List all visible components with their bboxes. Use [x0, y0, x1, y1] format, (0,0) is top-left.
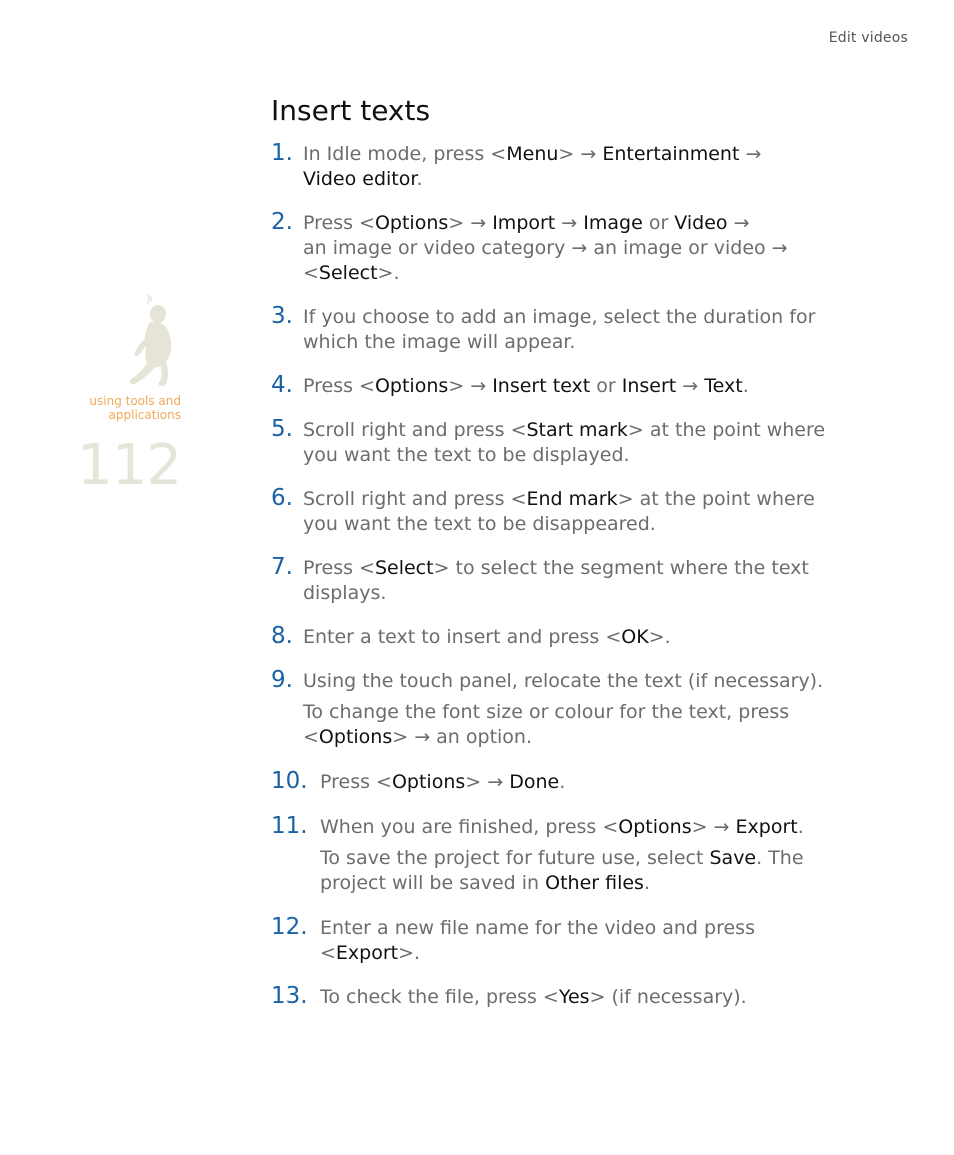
- ui-term: Options: [374, 212, 449, 234]
- step-text: > at the point where: [617, 488, 815, 510]
- step-text: →: [555, 212, 584, 234]
- ui-term: Other files: [545, 872, 644, 894]
- step-text-line: [320, 871, 865, 896]
- ui-term: Video editor: [303, 168, 417, 190]
- step-text: Using the touch panel, relocate the text (if necessary).: [303, 670, 824, 692]
- step-number: 13.: [271, 983, 308, 1009]
- step-text-line: [320, 770, 865, 795]
- step-text-line: [320, 846, 865, 871]
- step-text: .: [742, 375, 749, 397]
- step-body: [303, 625, 863, 650]
- step-text-line: [303, 305, 863, 330]
- step-text: <: [303, 262, 319, 284]
- chapter-label: [60, 394, 181, 422]
- ui-term: Select: [374, 557, 434, 579]
- step-text: > →: [465, 771, 510, 793]
- step-text-line: [320, 815, 865, 840]
- step-number: 5.: [271, 416, 293, 442]
- ui-term: Import: [492, 212, 556, 234]
- ui-term: Insert: [621, 375, 677, 397]
- step-text-line: [320, 985, 865, 1010]
- step-text: When you are finished, press <: [320, 816, 619, 838]
- step-note: [320, 846, 865, 896]
- step-text: Press <: [320, 771, 392, 793]
- step-body: [303, 669, 863, 750]
- step-text: →: [676, 375, 705, 397]
- step-text: which the image will appear.: [303, 331, 576, 353]
- step-text: .: [797, 816, 804, 838]
- step-text-line: [303, 625, 863, 650]
- ui-term: Export: [335, 942, 399, 964]
- chapter-label-line1: using tools and: [89, 394, 181, 408]
- step-text: To change the font size or colour for the text, press: [303, 701, 790, 723]
- step-text: . The: [756, 847, 804, 869]
- step-text-line: [303, 700, 863, 725]
- step-body: [320, 815, 865, 896]
- step-body: [303, 305, 863, 355]
- step-text: > →: [558, 143, 603, 165]
- step-text: Press <: [303, 557, 375, 579]
- step-text: →: [739, 143, 762, 165]
- ui-term: Start mark: [526, 419, 628, 441]
- ui-term: Options: [391, 771, 466, 793]
- step-text: Enter a text to insert and press <: [303, 626, 622, 648]
- ui-term: Yes: [558, 986, 590, 1008]
- step-text: you want the text to be disappeared.: [303, 513, 656, 535]
- step-text: > (if necessary).: [589, 986, 747, 1008]
- step-text-line: [303, 330, 863, 355]
- step-text: or: [642, 212, 675, 234]
- step-text-line: [320, 941, 865, 966]
- step-text: displays.: [303, 582, 387, 604]
- ui-term: Video: [674, 212, 728, 234]
- step-text: <: [320, 942, 336, 964]
- step-text: .: [559, 771, 566, 793]
- step-text-line: [303, 374, 863, 399]
- step-body: [303, 556, 863, 606]
- step-text: > to select the segment where the text: [433, 557, 809, 579]
- step-body: [303, 487, 863, 537]
- step-text: or: [590, 375, 622, 397]
- step-text-line: [303, 142, 863, 167]
- step-text: .: [643, 872, 650, 894]
- page-title: Insert texts: [271, 94, 431, 127]
- step-text: > at the point where: [627, 419, 826, 441]
- step-number: 12.: [271, 914, 308, 940]
- step-text-line: [303, 167, 863, 192]
- step-text: →: [727, 212, 750, 234]
- ui-term: OK: [621, 626, 649, 648]
- step-text: Press <: [303, 212, 375, 234]
- step-note: [303, 700, 863, 750]
- step-number: 8.: [271, 623, 293, 649]
- step-text: Enter a new file name for the video and press: [320, 917, 755, 939]
- step-text: project will be saved in: [320, 872, 546, 894]
- step-text-line: [303, 556, 863, 581]
- step-text: > →: [448, 375, 493, 397]
- step-text: >.: [398, 942, 421, 964]
- step-number: 6.: [271, 485, 293, 511]
- step-body: [320, 985, 865, 1010]
- step-text: >.: [377, 262, 400, 284]
- step-text: Scroll right and press <: [303, 488, 527, 510]
- step-text-line: [303, 236, 863, 261]
- step-body: [303, 374, 863, 399]
- step-number: 1.: [271, 140, 293, 166]
- step-text: > →: [691, 816, 736, 838]
- step-text-line: [303, 487, 863, 512]
- step-text-line: [303, 725, 863, 750]
- step-text-line: [303, 211, 863, 236]
- step-text: .: [416, 168, 423, 190]
- step-text: >.: [648, 626, 671, 648]
- ui-term: Options: [318, 726, 393, 748]
- step-number: 7.: [271, 554, 293, 580]
- step-body: [303, 142, 863, 192]
- ui-term: Image: [583, 212, 643, 234]
- step-text: > →: [448, 212, 493, 234]
- ui-term: Insert text: [492, 375, 591, 397]
- step-text-line: [320, 916, 865, 941]
- step-text-line: [303, 443, 863, 468]
- step-text-line: [303, 261, 863, 286]
- page-number: 112: [77, 433, 181, 498]
- step-text-line: [303, 418, 863, 443]
- step-number: 3.: [271, 303, 293, 329]
- ui-term: Save: [709, 847, 757, 869]
- ui-term: End mark: [526, 488, 618, 510]
- step-body: [320, 916, 865, 966]
- section-header: Edit videos: [828, 30, 908, 46]
- step-text: In Idle mode, press <: [303, 143, 507, 165]
- step-number: 2.: [271, 209, 293, 235]
- step-text: If you choose to add an image, select the duration for: [303, 306, 816, 328]
- step-number: 11.: [271, 813, 308, 839]
- step-text: you want the text to be displayed.: [303, 444, 630, 466]
- ui-term: Menu: [506, 143, 559, 165]
- step-text: Scroll right and press <: [303, 419, 527, 441]
- step-text: <: [303, 726, 319, 748]
- step-body: [320, 770, 865, 795]
- ui-term: Options: [374, 375, 449, 397]
- step-text-line: [303, 669, 863, 694]
- step-text: an image or video category → an image or video →: [303, 237, 788, 259]
- step-text-line: [303, 581, 863, 606]
- ui-term: Entertainment: [602, 143, 740, 165]
- step-body: [303, 418, 863, 468]
- ui-term: Options: [618, 816, 692, 838]
- ui-term: Export: [735, 816, 798, 838]
- ui-term: Done: [509, 771, 560, 793]
- ui-term: Text: [704, 375, 743, 397]
- step-text: Press <: [303, 375, 375, 397]
- step-text: To check the file, press <: [320, 986, 559, 1008]
- chapter-label-line2: applications: [108, 408, 181, 422]
- step-text: > → an option.: [392, 726, 532, 748]
- step-number: 4.: [271, 372, 293, 398]
- step-number: 10.: [271, 768, 308, 794]
- ui-term: Select: [318, 262, 378, 284]
- person-with-phone-icon: [120, 292, 182, 388]
- step-number: 9.: [271, 667, 293, 693]
- step-text-line: [303, 512, 863, 537]
- step-text: To save the project for future use, select: [320, 847, 710, 869]
- step-body: [303, 211, 863, 286]
